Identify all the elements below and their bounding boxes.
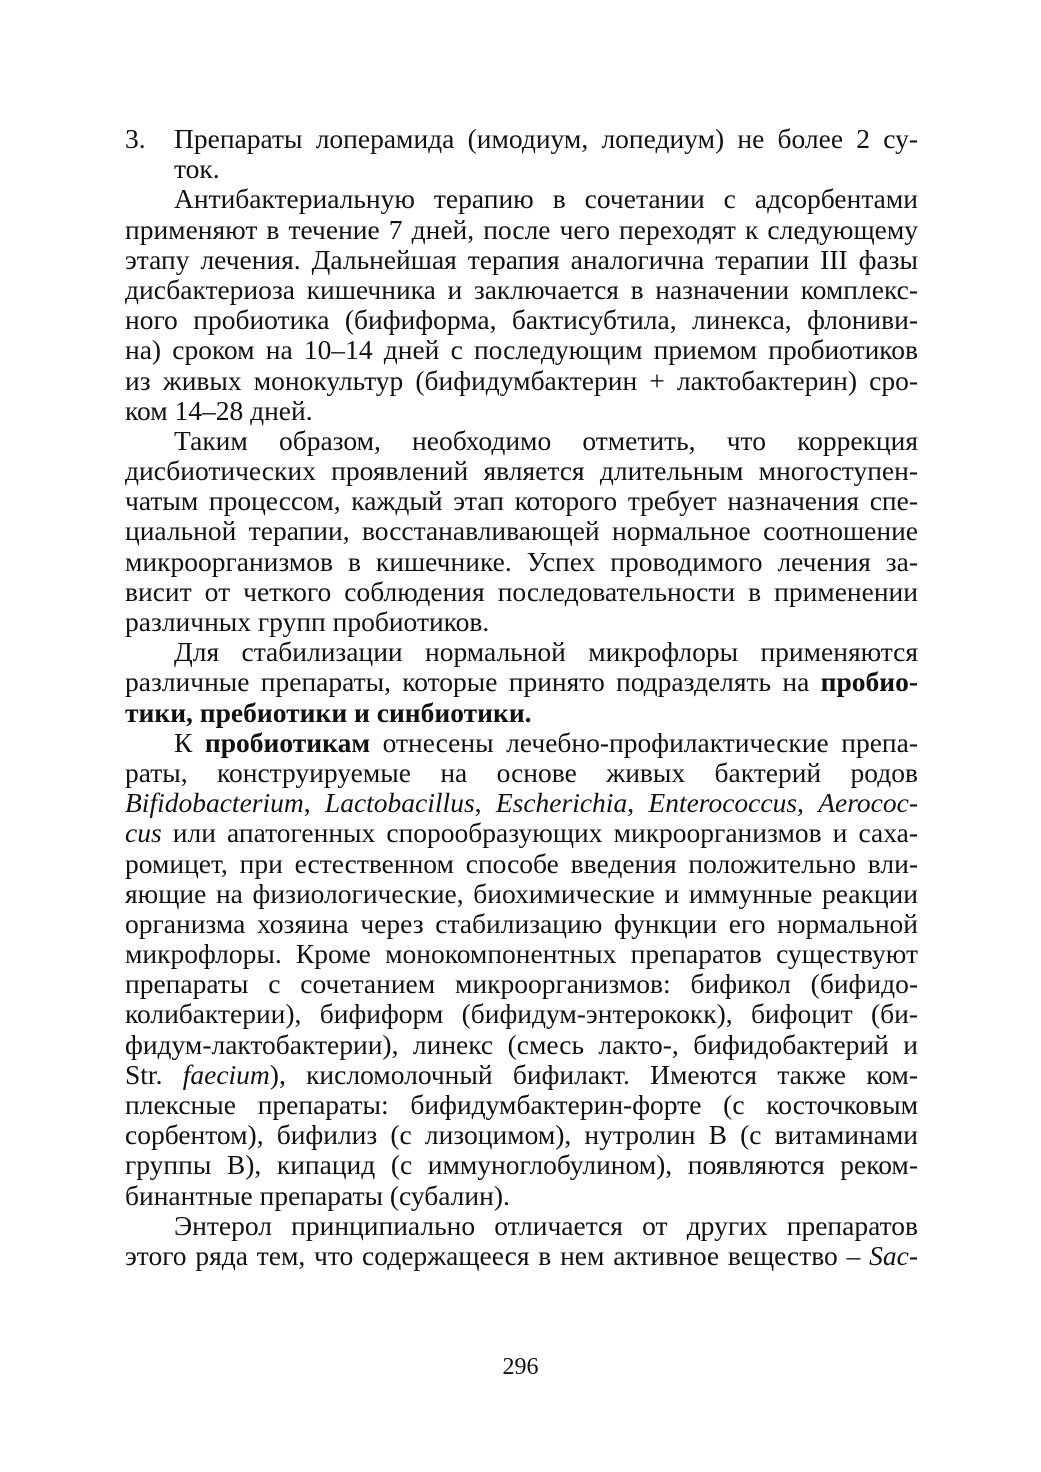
paragraph-line: этапу лечения. Дальнейшая терапия аналогична терапии III фазы [125,243,918,275]
bold-term: тики, пребиотики и синбиотики. [125,696,532,728]
bold-term: пробио- [820,666,918,698]
genus-name: Bifidobacterium [125,787,304,819]
paragraph-line: плексные препараты: бифидумбактерин-форте (с косточковым [125,1089,918,1120]
paragraph-text: ), кисломолочный бифилакт. Имеются также ком- [269,1058,918,1090]
paragraph-line: фидум-лактобактерии), линекс (смесь лакто-, бифидобактерий и [125,1028,918,1060]
paragraph-line: висит от четкого соблюдения последовательности в применении [125,575,918,607]
paragraph-text: различные препараты, которые принято подразделять на [125,666,821,698]
paragraph-line [125,1241,918,1271]
genus-name: Lactobacillus [324,787,475,819]
paragraph-line: группы В), кипацид (с иммуноглобулином), появляются реком- [125,1149,918,1181]
paragraph-line: раты, конструируемые на основе живых бактерий родов [125,756,918,788]
list-item-line [125,154,918,184]
paragraph-line: колибактерии), бифиформ (бифидум-энтерококк), бифоцит (би- [125,998,918,1030]
paragraph-line [125,698,918,728]
paragraph-line: дисбактериоза кишечника и заключается в назначении комплекс- [125,273,918,305]
list-number: 3. [125,123,146,154]
genus-name: Enterococcus [648,787,798,819]
page-number: 296 [502,1354,539,1380]
genus-name: Sac- [869,1239,918,1271]
list-item-text: ток. [174,153,220,185]
paragraph-text: этого ряда тем, что содержащееся в нем активное вещество – [125,1239,870,1271]
paragraph-line: ромицет, при естественном способе введения положительно вли- [125,847,918,879]
paragraph-line: бинантные препараты (субалин). [125,1179,510,1211]
paragraph-line: чатым процессом, каждый этап которого требует назначения спе- [125,485,918,517]
paragraph-text: Str. [125,1058,183,1090]
paragraph-line: из живых монокультур (бифидумбактерин + лактобактерин) сро- [125,364,918,396]
paragraph-line: Таким образом, необходимо отметить, что коррекция [174,424,918,456]
genus-name: cus [125,817,162,849]
paragraph-line [125,1060,918,1090]
paragraph-line [125,818,918,848]
paragraph-line: применяют в течение 7 дней, после чего переходят к следующему [125,213,918,245]
paragraph-line: циальной терапии, восстанавливающей нормальное соотношение [125,515,918,547]
separator: , [627,787,649,819]
paragraph-line: сорбентом), бифилиз (с лизоцимом), нутролин В (с витаминами [125,1119,918,1151]
paragraph-line: яющие на физиологические, биохимические и иммунные реакции [125,877,918,909]
genus-name: Escherichia [495,787,628,819]
paragraph-line: препараты с сочетанием микроорганизмов: бификол (бифидо- [125,968,918,1000]
paragraph-line: микроорганизмов в кишечнике. Успех проводимого лечения за- [125,545,918,577]
bold-term: пробиотикам [204,726,371,758]
paragraph-line: ком 14–28 дней. [125,394,313,426]
paragraph-text: или апатогенных спорообразующих микроорганизмов и саха- [161,817,918,849]
paragraph-text: К [174,726,205,758]
separator: , [474,787,496,819]
paragraph-line [125,788,918,818]
page-body [125,124,918,1271]
paragraph-line: микрофлоры. Кроме монокомпонентных препаратов существуют [125,938,918,970]
genus-name: Aerococ- [818,787,918,819]
paragraph-line: ного пробиотика (бифиформа, бактисубтила, линекса, флониви- [125,304,918,336]
separator: , [797,787,819,819]
paragraph-line: различных групп пробиотиков. [125,606,490,637]
separator: , [303,787,325,819]
list-item-line [125,124,918,154]
species-name: faecium [182,1058,270,1090]
paragraph-line: Для стабилизации нормальной микрофлоры применяются [174,636,918,668]
paragraph-line: Энтерол принципиально отличается от других препаратов [174,1209,918,1241]
paragraph-line: на) сроком на 10–14 дней с последующим приемом пробиотиков [125,334,918,366]
list-item-text: Препараты лоперамида (имодиум, лопедиум) не более 2 су- [174,123,918,154]
paragraph-line: организма хозяина через стабилизацию функции его нормальной [125,907,918,939]
paragraph-line [125,667,918,697]
paragraph-text: отнесены лечебно-профилактические препа- [370,726,919,758]
paragraph-line: дисбиотических проявлений является длительным многоступен- [125,455,918,487]
paragraph-line: Антибактериальную терапию в сочетании с адсорбентами [174,183,918,215]
paragraph-line [125,728,918,758]
